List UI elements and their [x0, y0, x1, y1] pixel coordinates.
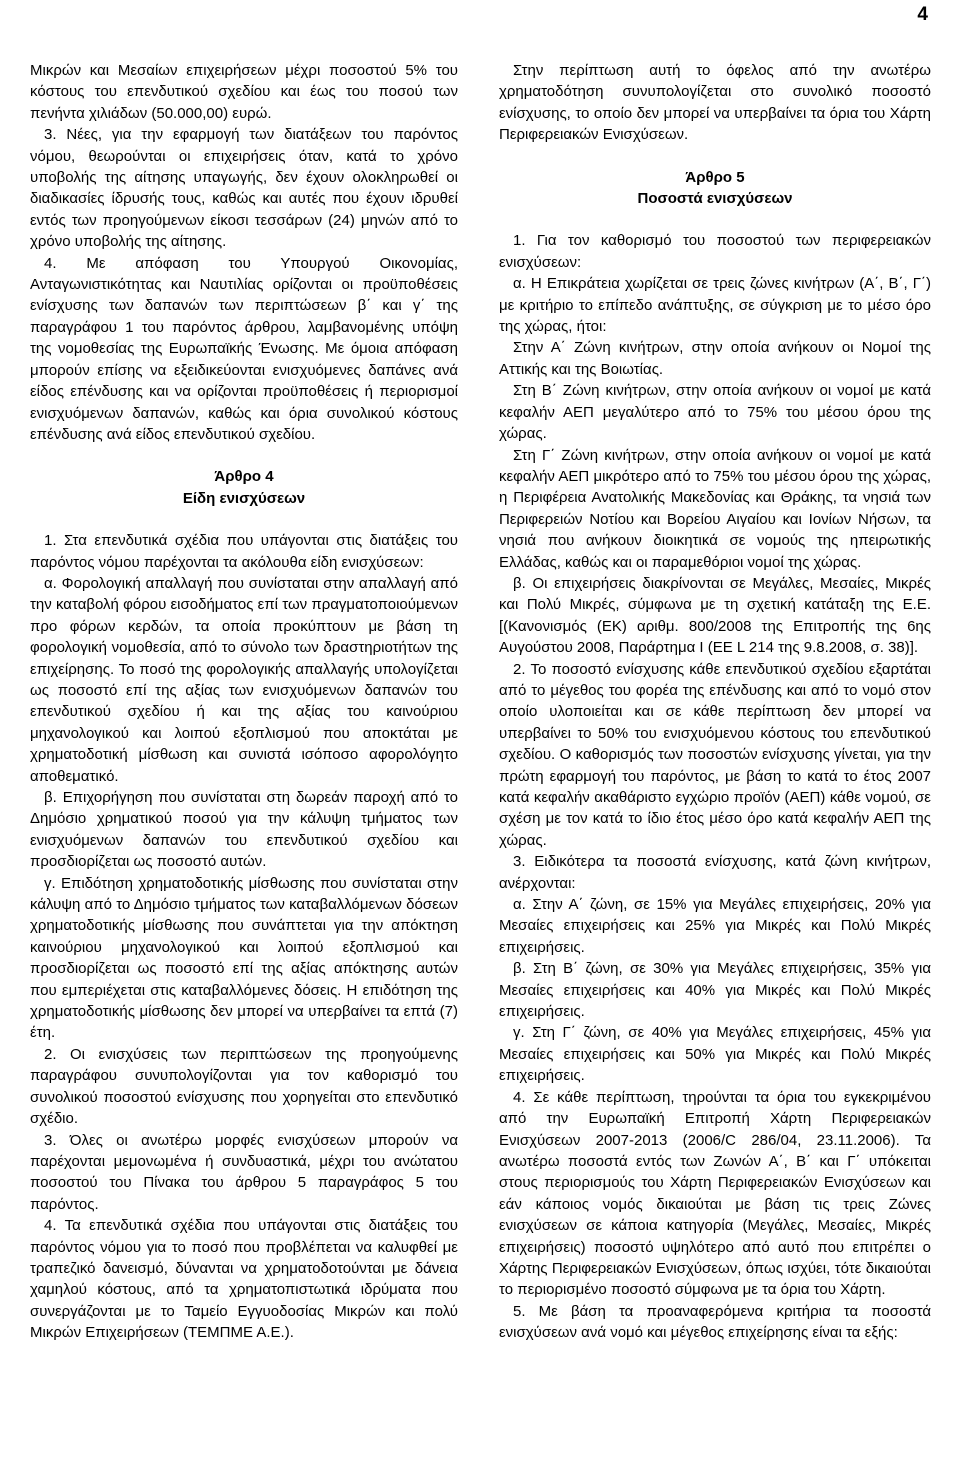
- paragraph: 4. Σε κάθε περίπτωση, τηρούνται τα όρια του εγκεκριμένου από την Ευρωπαϊκή Επιτροπή Χάρτη Περιφερειακών Ενισχύσεων 2007-2013 (2006/C 286/04, 23.11.2006). Τα ανωτέρω ποσοστά εντός των Ζωνών Α΄, Β΄ και Γ΄ υπόκειται στους περιορισμούς του Χάρτη Περιφερειακών Ενισχύσεων και εάν κάποιος νομός δικαιούται με βάση τις τρεις Ζώνες ενισχύσεων σε κάποια κατηγορία (Μεγάλες, Μεσαίες, Μικρές επιχειρήσεις) ποσοστό υψηλότερο από αυτό που επιτρέπει ο Χάρτης Περιφερειακών Ενισχύσεων, όπως ισχύει, τότε δικαιούται το περιορισμένο ποσοστό σύμφωνα με τα όρια του Χάρτη.: [499, 1088, 931, 1299]
- paragraph: β. Επιχορήγηση που συνίσταται στη δωρεάν παροχή από το Δημόσιο χρηματικού ποσού για την κάλυψη τμήματος των ενισχυόμενων δαπανών του επενδυτικού σχεδίου και προσδιορίζεται ως ποσοστό αυτών.: [30, 789, 458, 871]
- article-heading: Άρθρο 4: [214, 468, 274, 486]
- paragraph: Μικρών και Μεσαίων επιχειρήσεων μέχρι ποσοστού 5% του κόστους του επενδυτικού σχεδίου και έως του ποσού των πενήντα χιλιάδων (50.000,00) ευρώ.: [30, 62, 458, 122]
- left-column: [30, 60, 458, 1344]
- article-title: Ποσοστά ενισχύσεων: [637, 190, 793, 208]
- paragraph: 2. Οι ενισχύσεις των περιπτώσεων της προηγούμενης παραγράφου συνυπολογίζονται για τον καθορισμό του συνολικού ποσοστού ενίσχυσης που χορηγείται στο επενδυτικό σχέδιο.: [30, 1045, 458, 1128]
- paragraph: 1. Στα επενδυτικά σχέδια που υπάγονται στις διατάξεις του παρόντος νόμου παρέχονται τα ακόλουθα είδη ενισχύσεων:: [30, 532, 458, 571]
- paragraph: γ. Στη Γ΄ ζώνη, σε 40% για Μεγάλες επιχειρήσεις, 45% για Μεσαίες επιχειρήσεις και 50% για Μικρές και Πολύ Μικρές επιχειρήσεις.: [499, 1024, 931, 1085]
- paragraph: α. Φορολογική απαλλαγή που συνίσταται στην απαλλαγή από την καταβολή φόρου εισοδήματος επί των πραγματοποιούμενων προ φόρων κερδών, τα οποία προκύπτουν με βάση τη φορολογική νομοθεσία, από το σύνολο των δραστηριοτήτων της επιχείρησης. Το ποσό της φορολογικής απαλλαγής υπολογίζεται ως ποσοστό επί της αξίας των ενισχυόμενων δαπανών του επενδυτικού σχεδίου ή και της αξίας του καινούριου μηχανολογικού και λοιπού εξοπλισμού που αποκτάται με χρηματοδοτική μίσθωση και συνιστά ισόποσο αφορολόγητο αποθεματικό.: [30, 574, 458, 785]
- article-title: Είδη ενισχύσεων: [182, 489, 306, 507]
- paragraph: 1. Για τον καθορισμό του ποσοστού των περιφερειακών ενισχύσεων:: [499, 232, 931, 271]
- paragraph: 3. Ειδικότερα τα ποσοστά ενίσχυσης, κατά ζώνη κινήτρων, ανέρχονται:: [499, 853, 931, 892]
- paragraph: γ. Επιδότηση χρηματοδοτικής μίσθωσης που συνίσταται στην κάλυψη από το Δημόσιο τμήματος των καταβαλλόμενων δόσεων χρηματοδοτικής μίσθωσης που συνάπτεται για την απόκτηση καινούριου μηχανολογικού και λοιπού εξοπλισμού και προσδιορίζεται ως ποσοστό επί της αξίας απόκτησης αυτών που εμπεριέχεται στις καταβαλλόμενες δόσεις. Η επιδότηση της χρηματοδοτικής μίσθωσης δεν μπορεί να υπερβαίνει τα επτά (7) έτη.: [30, 874, 458, 1042]
- paragraph: β. Στη Β΄ ζώνη, σε 30% για Μεγάλες επιχειρήσεις, 35% για Μεσαίες επιχειρήσεις και 40% για Μικρές και Πολύ Μικρές επιχειρήσεις.: [499, 960, 931, 1021]
- article-heading: Άρθρο 5: [685, 168, 745, 186]
- paragraph: 5. Με βάση τα προαναφερόμενα κριτήρια τα ποσοστά ενισχύσεων ανά νομό και μέγεθος επιχείρησης είναι τα εξής:: [499, 1302, 931, 1342]
- paragraph: Στη Γ΄ Ζώνη κινήτρων, στην οποία ανήκουν οι νομοί με κατά κεφαλήν ΑΕΠ μικρότερο από το 75% του μέσου όρου της χώρας, η Περιφέρεια Ανατολικής Μακεδονίας και Θράκης, τα νησιά των Περιφερειών Νοτίου και Βορείου Αιγαίου και Ιονίων Νήσων, τα νησιά που ανήκουν διοικητικά σε νομούς της ηπειρωτικής Ελλάδας, καθώς και οι παραμεθόριοι νομοί της χώρας.: [499, 446, 931, 571]
- paragraph: 2. Το ποσοστό ενίσχυσης κάθε επενδυτικού σχεδίου εξαρτάται από το μέγεθος του φορέα της επένδυσης και από το νομό στον οποίο υλοποιείται και σε κάθε περίπτωση δεν μπορεί να υπερβαίνει το 50% του ενισχυόμενου κόστους του επενδυτικού σχεδίου. Ο καθορισμός των ποσοστών ενίσχυσης γίνεται, για την πρώτη εφαρμογή του παρόντος, με βάση το κατά το έτος 2007 κατά κεφαλήν ακαθάριστο εγχώριο προϊόν (ΑΕΠ) κάθε νομού, σε σχέση με τον κατά το ίδιο έτος μέσο όρο κατά κεφαλήν ΑΕΠ της χώρας.: [499, 660, 931, 849]
- paragraph: β. Οι επιχειρήσεις διακρίνονται σε Μεγάλες, Μεσαίες, Μικρές και Πολύ Μικρές, σύμφωνα με τη σχετική κατάταξη της Ε.Ε. [(Κανονισμός (ΕΚ) αριθμ. 800/2008 της Επιτροπής της 6ης Αυγούστου 2008, Παράρτημα Ι (ΕΕ L 214 της 9.8.2008, σ. 38)].: [499, 574, 931, 657]
- paragraph: Στη Β΄ Ζώνη κινήτρων, στην οποία ανήκουν οι νομοί με κατά κεφαλήν ΑΕΠ μεγαλύτερο από το 75% του μέσου όρου της χώρας.: [499, 382, 931, 443]
- page-number: 4: [917, 4, 928, 25]
- paragraph: α. Η Επικράτεια χωρίζεται σε τρεις ζώνες κινήτρων (Α΄, Β΄, Γ΄) με κριτήριο το επίπεδο ανάπτυξης, σε σύγκριση με το μέσο όρο της χώρας, ήτοι:: [499, 275, 931, 336]
- paragraph: 3. Νέες, για την εφαρμογή των διατάξεων του παρόντος νόμου, θεωρούνται οι επιχειρήσεις όταν, κατά το χρόνο υποβολής της αίτησης υπαγωγής, δεν έχουν ολοκληρωθεί οι διαδικασίες ίδρυσής τους, καθώς και αυτές που έχουν ιδρυθεί εντός των προηγούμενων είκοσι τεσσάρων (24) μηνών από το χρόνο υποβολής της αίτησης.: [30, 126, 458, 251]
- paragraph: 3. Όλες οι ανωτέρω μορφές ενισχύσεων μπορούν να παρέχονται μεμονωμένα ή συνδυαστικά, μέχρι του ανώτατου ποσοστού του Πίνακα του άρθρου 5 παραγράφος 5 του παρόντος.: [30, 1131, 458, 1213]
- paragraph: 4. Τα επενδυτικά σχέδια που υπάγονται στις διατάξεις του παρόντος νόμου για το ποσό που προβλέπεται να καλυφθεί με τραπεζικό δανεισμό, δύνανται να χρηματοδοτούνται με δάνεια χαμηλού κόστους, από τα χρηματοπιστωτικά ιδρύματα που συνεργάζονται με το Ταμείο Εγγυοδοσίας Μικρών και πολύ Μικρών Επιχειρήσεων (ΤΕΜΠΜΕ Α.Ε.).: [30, 1217, 458, 1342]
- paragraph: Στην Α΄ Ζώνη κινήτρων, στην οποία ανήκουν οι Νομοί της Αττικής και της Βοιωτίας.: [499, 339, 931, 378]
- paragraph: α. Στην Α΄ ζώνη, σε 15% για Μεγάλες επιχειρήσεις, 20% για Μεσαίες επιχειρήσεις και 25% για Μικρές και Πολύ Μικρές επιχειρήσεις.: [499, 896, 931, 956]
- paragraph: 4. Με απόφαση του Υπουργού Οικονομίας, Ανταγωνιστικότητας και Ναυτιλίας ορίζονται οι προϋποθέσεις ενίσχυσης των δαπανών των περιπτώσεων β΄ και γ΄ της παραγράφου 1 του παρόντος άρθρου, λαμβανομένης υπόψη της νομοθεσίας της Ευρωπαϊκής Ένωσης. Με όμοια απόφαση μπορούν επίσης να εξειδικεύονται ενισχυόμενες δαπάνες ανά είδος επένδυσης και να ορίζονται προϋποθέσεις ή περιορισμοί ενισχυόμενων δαπανών, καθώς και όρια συνολικού κόστους επένδυσης ανά είδος επενδυτικού σχεδίου.: [30, 254, 458, 443]
- paragraph: Στην περίπτωση αυτή το όφελος από την ανωτέρω χρηματοδότηση συνυπολογίζεται στο συνολικό ποσοστό ενίσχυσης, το οποίο δεν μπορεί να υπερβαίνει τα όρια του Χάρτη Περιφερειακών Ενισχύσεων.: [499, 62, 931, 144]
- right-column: [499, 60, 931, 1344]
